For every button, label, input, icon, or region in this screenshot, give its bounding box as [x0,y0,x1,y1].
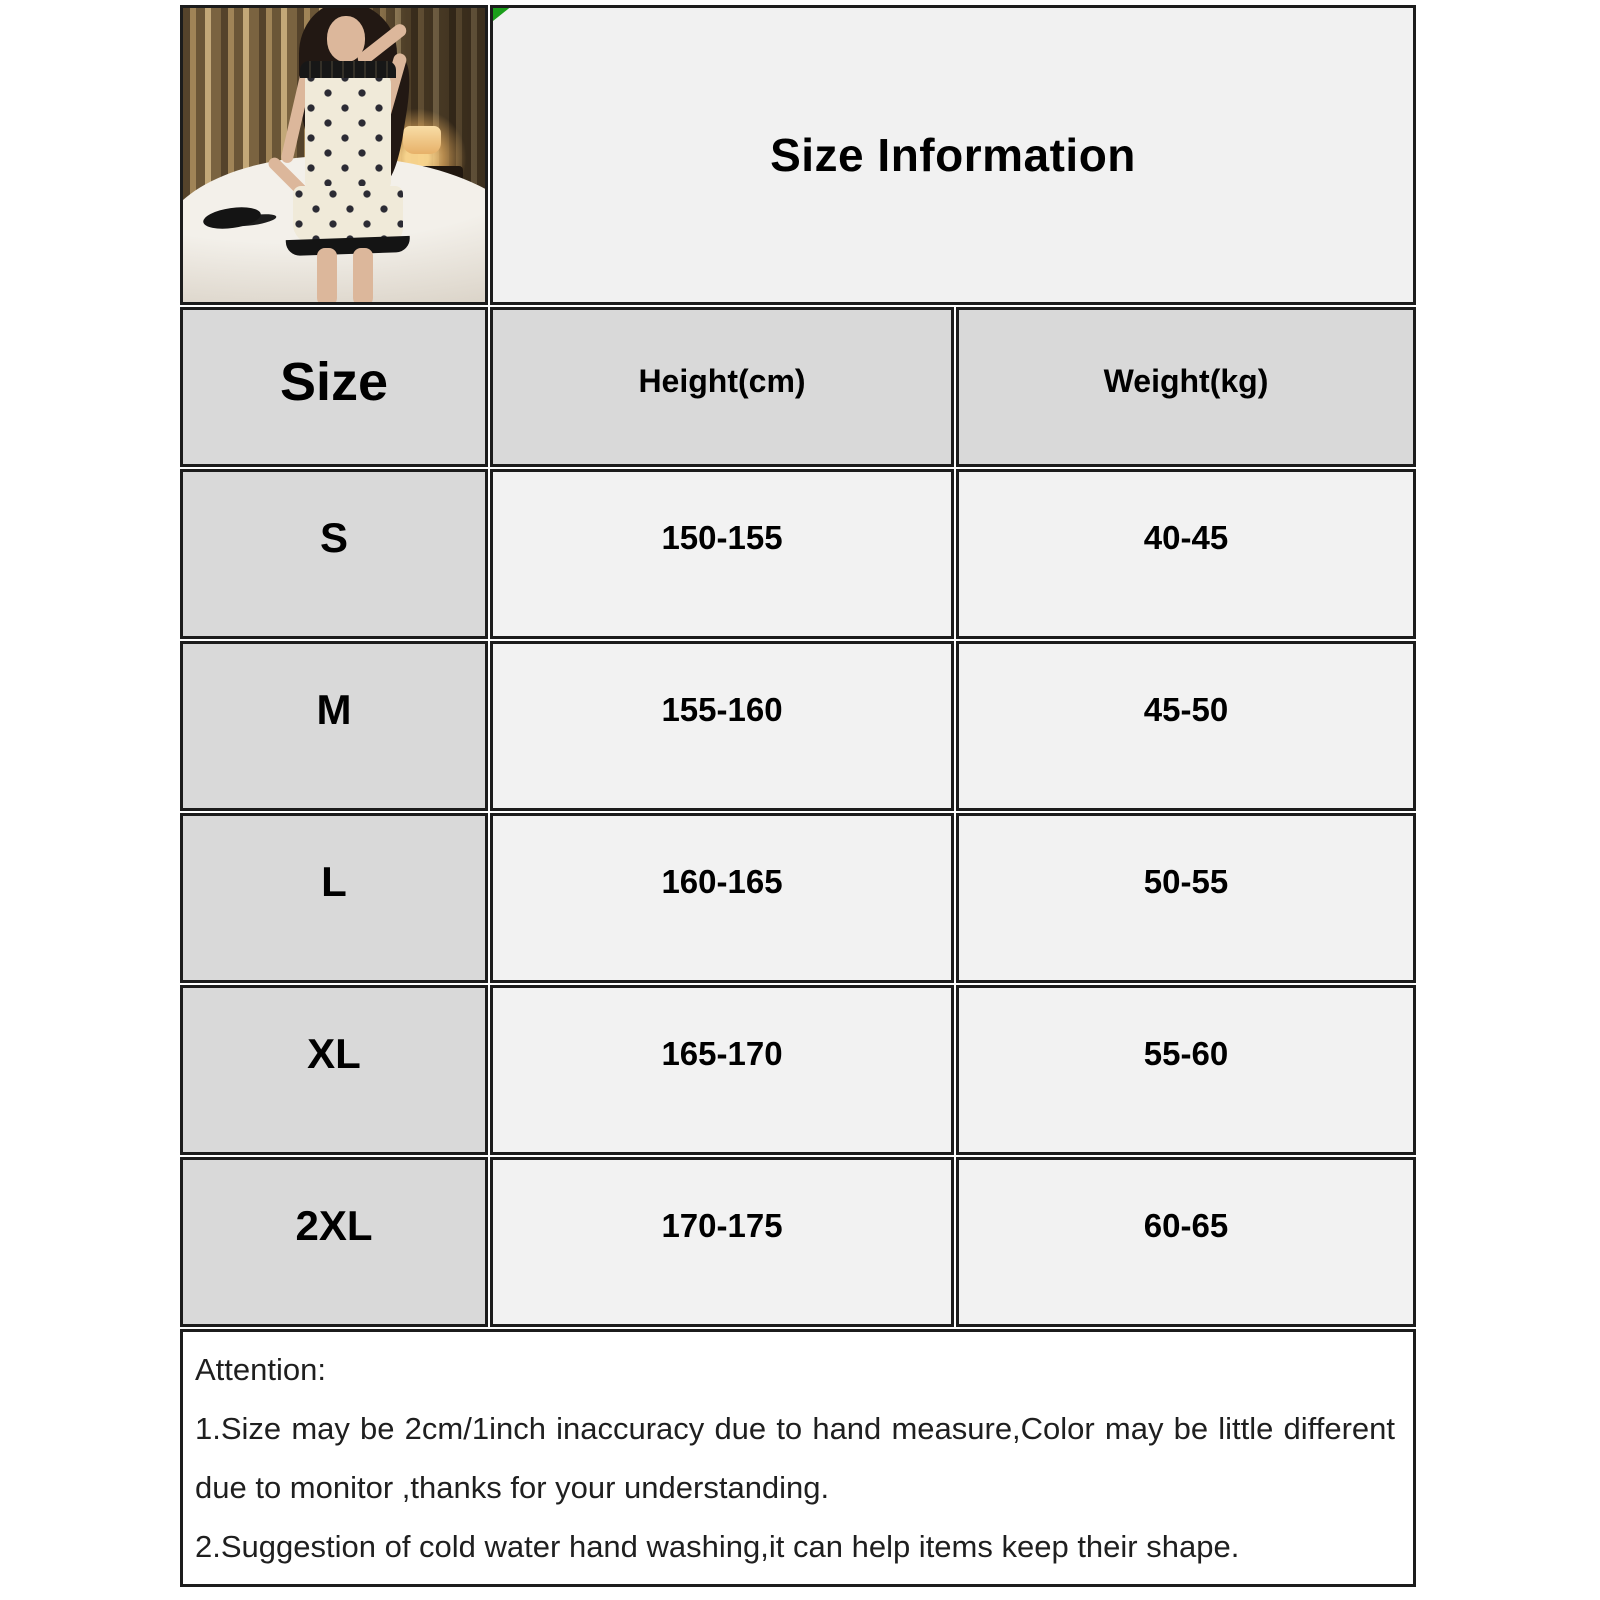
height-value: 170-175 [490,1157,954,1327]
weight-value: 45-50 [956,641,1416,811]
column-header-height: Height(cm) [490,307,954,467]
title-cell [490,5,1416,305]
attention-cell [180,1329,1416,1587]
table-row [180,813,1416,983]
weight-value: 40-45 [956,469,1416,639]
table-row [180,1157,1416,1327]
size-label: 2XL [180,1157,488,1327]
weight-value: 50-55 [956,813,1416,983]
model-right-leg [353,248,373,302]
height-value: 165-170 [490,985,954,1155]
column-header-weight: Weight(kg) [956,307,1416,467]
product-photo [180,5,488,305]
model-left-leg [317,248,337,302]
height-value: 155-160 [490,641,954,811]
size-label: XL [180,985,488,1155]
size-table [178,3,1418,1589]
attention-note-2: 2.Suggestion of cold water hand washing,it can help items keep their shape. [195,1529,1240,1564]
polka-dot-shorts [293,186,403,244]
size-label: S [180,469,488,639]
green-corner-marker-icon [493,5,513,21]
polka-dot-cami-top [305,70,391,190]
column-header-size: Size [180,307,488,467]
size-label: M [180,641,488,811]
table-row [180,469,1416,639]
attention-note-1: 1.Size may be 2cm/1inch inaccuracy due to hand measure,Color may be little different due to monitor ,thanks for your understanding. [195,1411,1395,1505]
product-photo-art [183,8,485,302]
attention-heading: Attention: [195,1352,326,1387]
size-label: L [180,813,488,983]
weight-value: 55-60 [956,985,1416,1155]
model-figure [271,8,427,302]
weight-value: 60-65 [956,1157,1416,1327]
height-value: 150-155 [490,469,954,639]
page-title: Size Information [770,129,1136,181]
table-row [180,985,1416,1155]
height-value: 160-165 [490,813,954,983]
table-row [180,641,1416,811]
